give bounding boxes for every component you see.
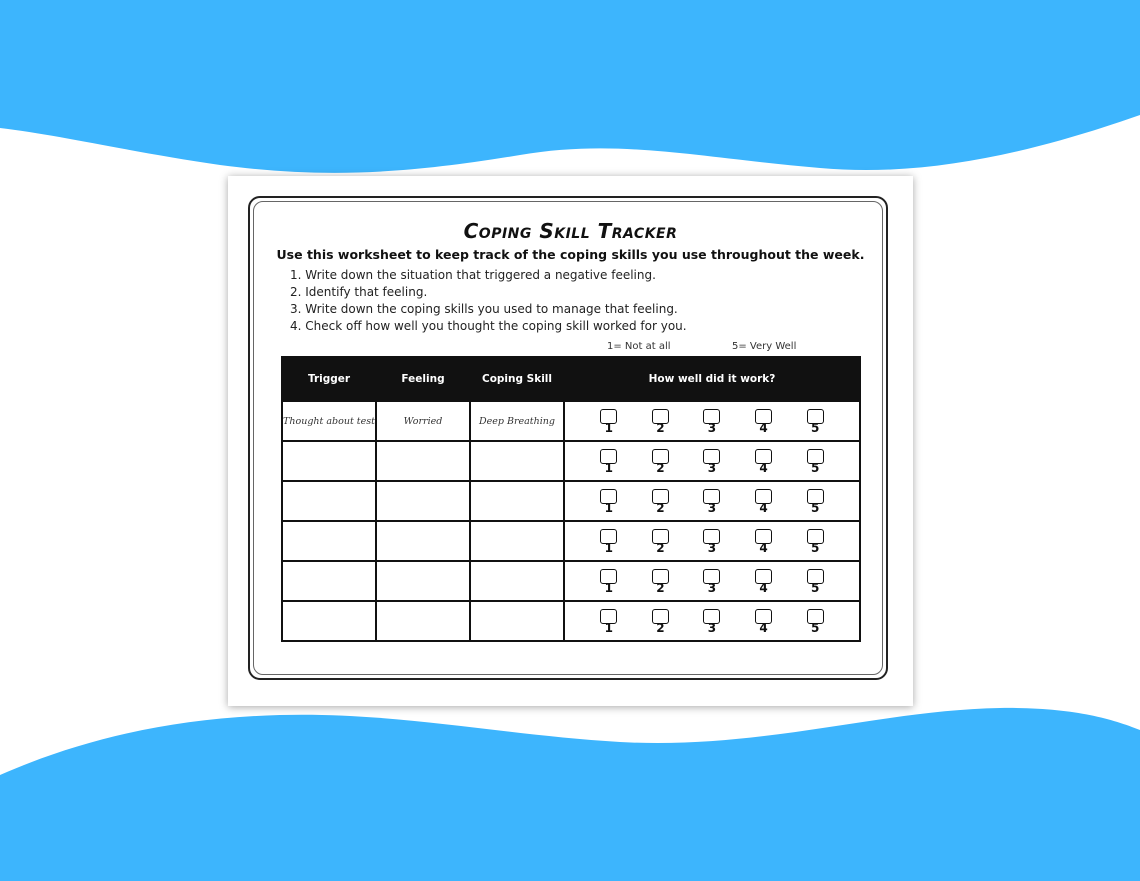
- worksheet-page: [228, 176, 913, 706]
- rating-number: 2: [656, 580, 665, 595]
- feeling-cell[interactable]: [376, 481, 470, 521]
- trigger-cell[interactable]: [282, 561, 376, 601]
- rating-option[interactable]: [597, 609, 621, 634]
- rating-options: [565, 522, 859, 560]
- scale-low-label: 1= Not at all: [607, 341, 671, 352]
- rating-number: 2: [656, 500, 665, 515]
- worksheet-subtitle: Use this worksheet to keep track of the coping skills you use throughout the week.: [276, 247, 865, 262]
- rating-number: 3: [707, 620, 717, 635]
- instruction-item: 2. Identify that feeling.: [290, 285, 428, 299]
- feeling-cell[interactable]: [376, 441, 470, 481]
- trigger-cell[interactable]: [282, 601, 376, 641]
- trigger-cell[interactable]: [282, 481, 376, 521]
- top-wave: [0, 0, 1140, 173]
- rating-option[interactable]: [700, 609, 724, 634]
- rating-number: 5: [810, 460, 820, 475]
- rating-option[interactable]: [700, 529, 724, 554]
- rating-cell: [564, 401, 860, 441]
- rating-number: 3: [707, 500, 717, 515]
- rating-number: 2: [656, 540, 665, 555]
- rating-number: 5: [810, 540, 820, 555]
- trigger-cell[interactable]: Thought about test: [282, 401, 376, 441]
- trigger-cell[interactable]: [282, 441, 376, 481]
- tracker-table: [281, 356, 861, 642]
- rating-number: 3: [707, 580, 717, 595]
- rating-number: 5: [810, 500, 820, 515]
- coping-skill-cell[interactable]: Deep Breathing: [470, 401, 564, 441]
- feeling-cell[interactable]: [376, 561, 470, 601]
- tracker-body: [282, 401, 860, 641]
- rating-option[interactable]: [648, 569, 672, 594]
- rating-number: 2: [656, 420, 665, 435]
- feeling-cell[interactable]: Worried: [376, 401, 470, 441]
- rating-cell: [564, 481, 860, 521]
- rating-cell: [564, 441, 860, 481]
- table-row: [282, 521, 860, 561]
- rating-option[interactable]: [700, 409, 724, 434]
- rating-options: [565, 482, 859, 520]
- rating-number: 4: [759, 420, 768, 435]
- rating-number: 3: [707, 540, 717, 555]
- instructions-list: [290, 267, 687, 335]
- rating-options: [565, 562, 859, 600]
- rating-cell: [564, 601, 860, 641]
- table-row: [282, 441, 860, 481]
- rating-option[interactable]: [752, 449, 776, 474]
- rating-options: [565, 442, 859, 480]
- rating-option[interactable]: [700, 449, 724, 474]
- rating-options: [565, 402, 859, 440]
- rating-option[interactable]: [803, 609, 827, 634]
- rating-option[interactable]: [597, 569, 621, 594]
- coping-skill-cell[interactable]: [470, 601, 564, 641]
- rating-option[interactable]: [803, 409, 827, 434]
- coping-skill-cell[interactable]: [470, 561, 564, 601]
- rating-number: 3: [707, 460, 717, 475]
- instruction-item: 4. Check off how well you thought the coping skill worked for you.: [290, 319, 687, 333]
- rating-option[interactable]: [803, 489, 827, 514]
- table-row: [282, 401, 860, 441]
- rating-option[interactable]: [597, 409, 621, 434]
- feeling-cell[interactable]: [376, 601, 470, 641]
- rating-number: 1: [604, 460, 613, 475]
- rating-number: 3: [707, 420, 717, 435]
- worksheet-title: Coping Skill Tracker: [463, 219, 678, 243]
- table-row: [282, 601, 860, 641]
- trigger-cell[interactable]: [282, 521, 376, 561]
- rating-option[interactable]: [803, 569, 827, 594]
- rating-number: 4: [759, 620, 768, 635]
- rating-number: 5: [810, 580, 820, 595]
- rating-number: 5: [810, 620, 820, 635]
- rating-option[interactable]: [648, 529, 672, 554]
- rating-option[interactable]: [648, 489, 672, 514]
- bottom-wave: [0, 708, 1140, 881]
- rating-option[interactable]: [752, 409, 776, 434]
- rating-option[interactable]: [752, 529, 776, 554]
- rating-option[interactable]: [752, 569, 776, 594]
- rating-number: 2: [656, 460, 665, 475]
- header-trigger: Trigger: [282, 357, 376, 401]
- rating-option[interactable]: [597, 449, 621, 474]
- instruction-item: 3. Write down the coping skills you used to manage that feeling.: [290, 302, 678, 316]
- rating-option[interactable]: [648, 409, 672, 434]
- header-how-well: How well did it work?: [564, 357, 860, 401]
- table-header-row: [282, 357, 860, 401]
- rating-option[interactable]: [803, 529, 827, 554]
- rating-number: 4: [759, 460, 768, 475]
- rating-option[interactable]: [752, 609, 776, 634]
- rating-number: 4: [759, 580, 768, 595]
- instruction-item: 1. Write down the situation that triggered a negative feeling.: [290, 268, 656, 282]
- coping-skill-cell[interactable]: [470, 441, 564, 481]
- scale-high-label: 5= Very Well: [732, 341, 797, 352]
- rating-option[interactable]: [700, 569, 724, 594]
- rating-option[interactable]: [648, 449, 672, 474]
- rating-number: 1: [604, 620, 613, 635]
- rating-number: 1: [604, 500, 613, 515]
- rating-option[interactable]: [648, 609, 672, 634]
- rating-number: 2: [656, 620, 665, 635]
- feeling-cell[interactable]: [376, 521, 470, 561]
- table-row: [282, 561, 860, 601]
- rating-number: 4: [759, 540, 768, 555]
- rating-option[interactable]: [597, 529, 621, 554]
- rating-cell: [564, 521, 860, 561]
- rating-number: 5: [810, 420, 820, 435]
- coping-skill-cell[interactable]: [470, 481, 564, 521]
- rating-options: [565, 602, 859, 640]
- header-coping-skill: Coping Skill: [470, 357, 564, 401]
- rating-cell: [564, 561, 860, 601]
- rating-number: 1: [604, 420, 613, 435]
- rating-option[interactable]: [752, 489, 776, 514]
- rating-option[interactable]: [700, 489, 724, 514]
- table-row: [282, 481, 860, 521]
- coping-skill-cell[interactable]: [470, 521, 564, 561]
- rating-number: 1: [604, 580, 613, 595]
- rating-option[interactable]: [803, 449, 827, 474]
- rating-option[interactable]: [597, 489, 621, 514]
- header-feeling: Feeling: [376, 357, 470, 401]
- rating-number: 1: [604, 540, 613, 555]
- rating-number: 4: [759, 500, 768, 515]
